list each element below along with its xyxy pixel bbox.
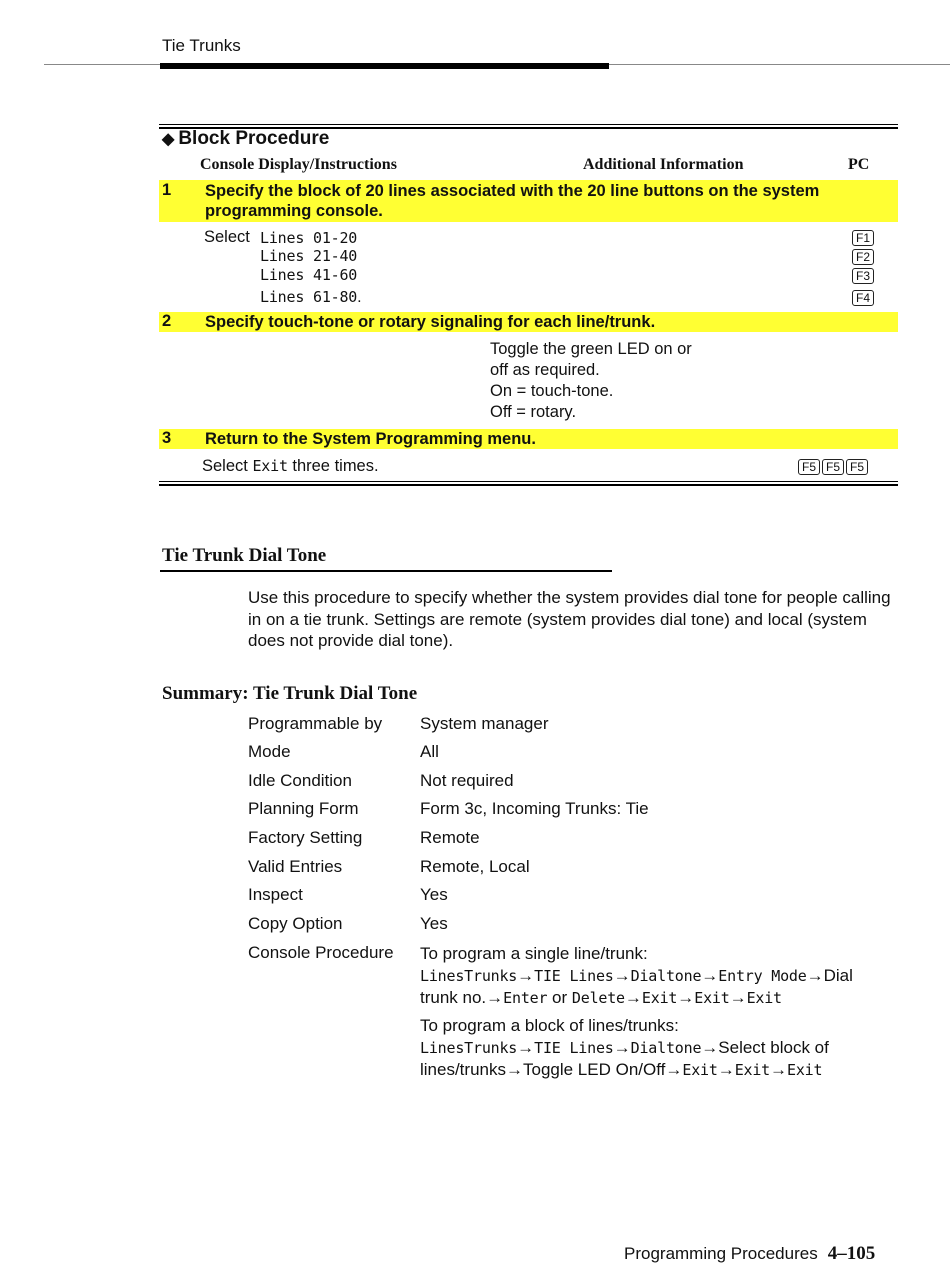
info-line: On = touch-tone. [490, 382, 614, 400]
option-lines-01-20: Lines 01-20 [260, 229, 358, 247]
step-1-bar [159, 180, 898, 222]
single-path-line-2 [420, 987, 910, 1010]
arrow-icon: → [613, 965, 631, 985]
path-token: Dial [823, 965, 853, 985]
arrow-icon: → [486, 988, 504, 1007]
page-number: 4–105 [827, 1243, 876, 1264]
summary-value: Form 3c, Incoming Trunks: Tie [420, 799, 649, 818]
path-token: Exit [694, 989, 730, 1007]
arrow-icon: → [701, 965, 719, 985]
option-lines-41-60: Lines 41-60 [260, 266, 358, 284]
summary-value: System manager [420, 714, 549, 733]
arrow-icon: → [717, 1060, 735, 1079]
col-head-instructions: Console Display/Instructions [200, 156, 397, 173]
f4-key[interactable]: F4 [852, 290, 874, 306]
summary-label: Idle Condition [248, 771, 352, 790]
page-footer [624, 1243, 875, 1265]
path-token: Exit [734, 1061, 771, 1079]
summary-label: Mode [248, 742, 291, 761]
select-word: Select [202, 457, 248, 475]
footer-section: Programming Procedures [624, 1244, 818, 1263]
f5-key[interactable]: F5 [798, 459, 820, 475]
step-number: 2 [162, 312, 172, 330]
block-procedure-title [162, 128, 329, 150]
summary-value: Yes [420, 914, 448, 933]
f3-key[interactable]: F3 [852, 268, 874, 284]
exit-label: Exit [252, 457, 288, 475]
step-number: 1 [162, 181, 172, 199]
f5-key[interactable]: F5 [822, 459, 844, 475]
path-token: Exit [787, 1061, 823, 1079]
path-token: Exit [682, 1061, 718, 1079]
arrow-icon: → [517, 965, 535, 985]
f5-keys [798, 458, 868, 476]
path-token: TIE Lines [534, 966, 614, 985]
step-3-text: Return to the System Programming menu. [205, 430, 536, 448]
path-token: Dialtone [630, 1038, 702, 1057]
select-word: Select [204, 228, 250, 246]
summary-label: Copy Option [248, 914, 343, 933]
path-token: trunk no. [420, 988, 487, 1007]
summary-value: Remote [420, 828, 480, 847]
step-3-bar [159, 429, 898, 449]
console-procedure-single [420, 943, 910, 1010]
option-lines-61-80-label: Lines 61-80 [260, 288, 358, 306]
summary-label: Programmable by [248, 714, 383, 733]
arrow-icon: → [677, 988, 695, 1007]
section-title: Tie Trunk Dial Tone [162, 545, 327, 566]
f1-key[interactable]: F1 [852, 230, 874, 246]
console-procedure-label: Console Procedure [248, 943, 394, 962]
path-token: Dialtone [630, 966, 702, 985]
arrow-icon: → [770, 1060, 788, 1079]
summary-label: Factory Setting [248, 828, 363, 847]
path-token: or [552, 988, 568, 1007]
path-token: Select block of [718, 1037, 829, 1057]
step-2-text: Specify touch-tone or rotary signaling for each line/trunk. [205, 313, 656, 331]
summary-value: All [420, 742, 439, 761]
option-lines-21-40: Lines 21-40 [260, 247, 358, 265]
path-token: LinesTrunks [420, 1038, 518, 1057]
console-procedure-block [420, 1015, 910, 1082]
path-token: LinesTrunks [420, 966, 518, 985]
summary-value: Not required [420, 771, 514, 790]
arrow-icon: → [505, 1060, 523, 1079]
col-head-pc: PC [848, 156, 870, 173]
arrow-icon: → [665, 1060, 683, 1079]
f5-key[interactable]: F5 [846, 459, 868, 475]
table-bottom-rule [159, 481, 898, 486]
single-intro: To program a single line/trunk: [420, 944, 648, 963]
block-procedure-title-text: Block Procedure [178, 128, 330, 149]
arrow-icon: → [701, 1037, 719, 1057]
arrow-icon: → [806, 965, 824, 985]
running-header: Tie Trunks [162, 36, 241, 55]
path-token: Enter [503, 989, 548, 1007]
summary-label: Inspect [248, 885, 303, 904]
option-lines-61-80: Lines 61-80. [260, 288, 362, 306]
f2-key[interactable]: F2 [852, 249, 874, 265]
path-token: Entry Mode [718, 966, 807, 985]
step-3-instruction [202, 456, 379, 477]
section-rule [160, 570, 612, 572]
path-token: Exit [641, 989, 678, 1007]
arrow-icon: → [729, 988, 747, 1007]
block-path-line-2 [420, 1059, 910, 1082]
summary-label: Valid Entries [248, 857, 343, 876]
arrow-icon: → [517, 1037, 535, 1057]
path-token: Delete [571, 989, 625, 1007]
arrow-icon: → [624, 988, 642, 1007]
info-line: off as required. [490, 361, 600, 379]
summary-value: Remote, Local [420, 857, 530, 876]
header-bar [160, 63, 609, 69]
path-token: lines/trunks [420, 1060, 506, 1079]
step-2-bar [159, 312, 898, 332]
intro-paragraph: Use this procedure to specify whether the system provides dial tone for people calling in on a tie trunk. Settings are remote (system provides dial tone) and local (system does not provide dial tone). [248, 588, 891, 650]
path-token: Exit [746, 989, 782, 1007]
summary-title: Summary: Tie Trunk Dial Tone [162, 683, 418, 704]
step-1-text: Specify the block of 20 lines associated with the 20 line buttons on the system programming console. [205, 182, 820, 220]
info-line: Toggle the green LED on or [490, 340, 692, 358]
arrow-icon: → [613, 1037, 631, 1057]
col-head-info: Additional Information [583, 156, 744, 173]
info-line: Off = rotary. [490, 403, 577, 421]
summary-value: Yes [420, 885, 448, 904]
step-number: 3 [162, 429, 172, 447]
diamond-icon: ◆ [162, 131, 175, 148]
block-path-line-1 [420, 1037, 910, 1060]
block-intro: To program a block of lines/trunks: [420, 1016, 679, 1035]
summary-label: Planning Form [248, 799, 359, 818]
single-path-line-1 [420, 965, 910, 988]
step-2-info [490, 339, 692, 423]
path-token: Toggle LED On/Off [522, 1060, 666, 1079]
path-token: TIE Lines [534, 1038, 614, 1057]
instruction-suffix: three times. [292, 457, 379, 475]
